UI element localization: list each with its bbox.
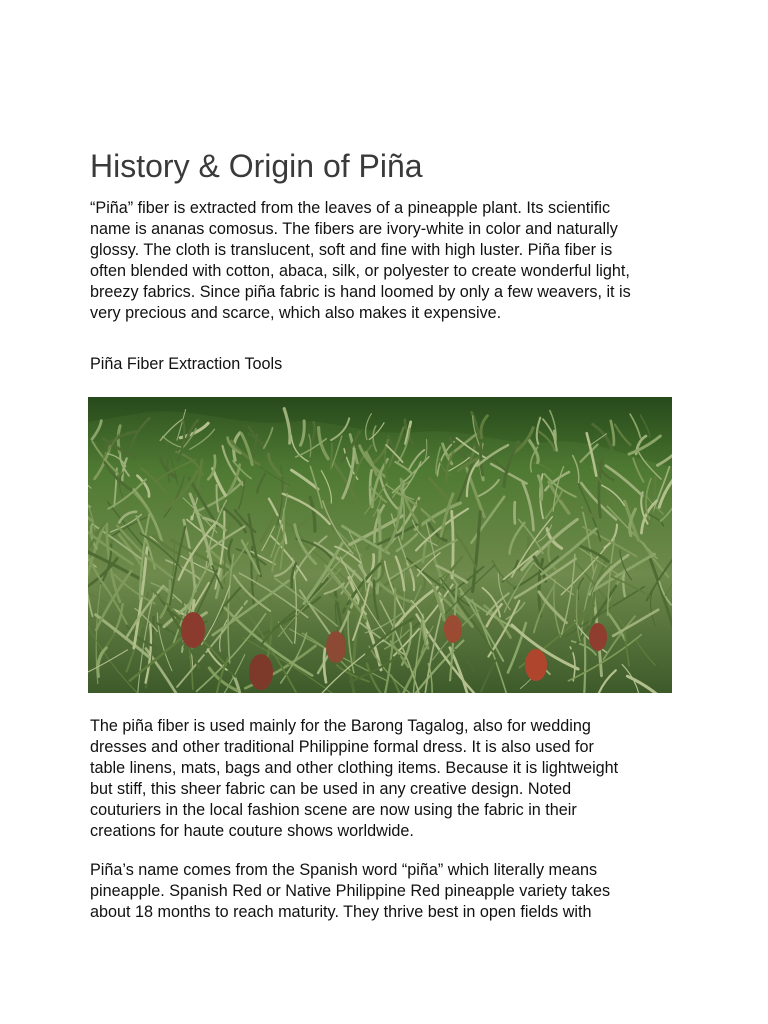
text-line: table linens, mats, bags and other clothing items. Because it is lightweight — [90, 759, 619, 777]
text-line: very precious and scarce, which also makes it expensive. — [90, 304, 502, 322]
text-line: glossy. The cloth is translucent, soft and fine with high luster. Piña fiber is — [90, 241, 613, 259]
leaf-stroke — [584, 635, 585, 694]
text-line: name is ananas comosus. The fibers are ivory-white in color and naturally — [90, 220, 618, 238]
text-line: about 18 months to reach maturity. They thrive best in open fields with — [90, 903, 592, 921]
text-line: The piña fiber is used mainly for the Barong Tagalog, also for wedding — [90, 717, 591, 735]
text-line: but stiff, this sheer fabric can be used in any creative design. Noted — [90, 780, 572, 798]
pineapple-field-photo — [88, 397, 672, 693]
text-line: breezy fabrics. Since piña fabric is hand loomed by only a few weavers, it is — [90, 283, 631, 301]
page-title: History & Origin of Piña — [90, 148, 423, 184]
text-line: “Piña” fiber is extracted from the leaves of a pineapple plant. Its scientific — [90, 199, 611, 217]
leaf-stroke — [418, 502, 420, 530]
intro-paragraph — [90, 198, 672, 324]
photo-illustration — [88, 397, 672, 693]
text-line: pineapple. Spanish Red or Native Philippine Red pineapple variety takes — [90, 882, 611, 900]
usage-paragraph — [90, 716, 672, 842]
text-line: dresses and other traditional Philippine formal dress. It is also used for — [90, 738, 594, 756]
name-origin-paragraph — [90, 860, 672, 923]
text-line: couturiers in the local fashion scene are now using the fabric in their — [90, 801, 577, 819]
text-line: Piña’s name comes from the Spanish word “piña” which literally means — [90, 861, 598, 879]
section-subheading: Piña Fiber Extraction Tools — [90, 355, 283, 373]
text-line: often blended with cotton, abaca, silk, or polyester to create wonderful light, — [90, 262, 630, 280]
text-line: creations for haute couture shows worldwide. — [90, 822, 414, 840]
